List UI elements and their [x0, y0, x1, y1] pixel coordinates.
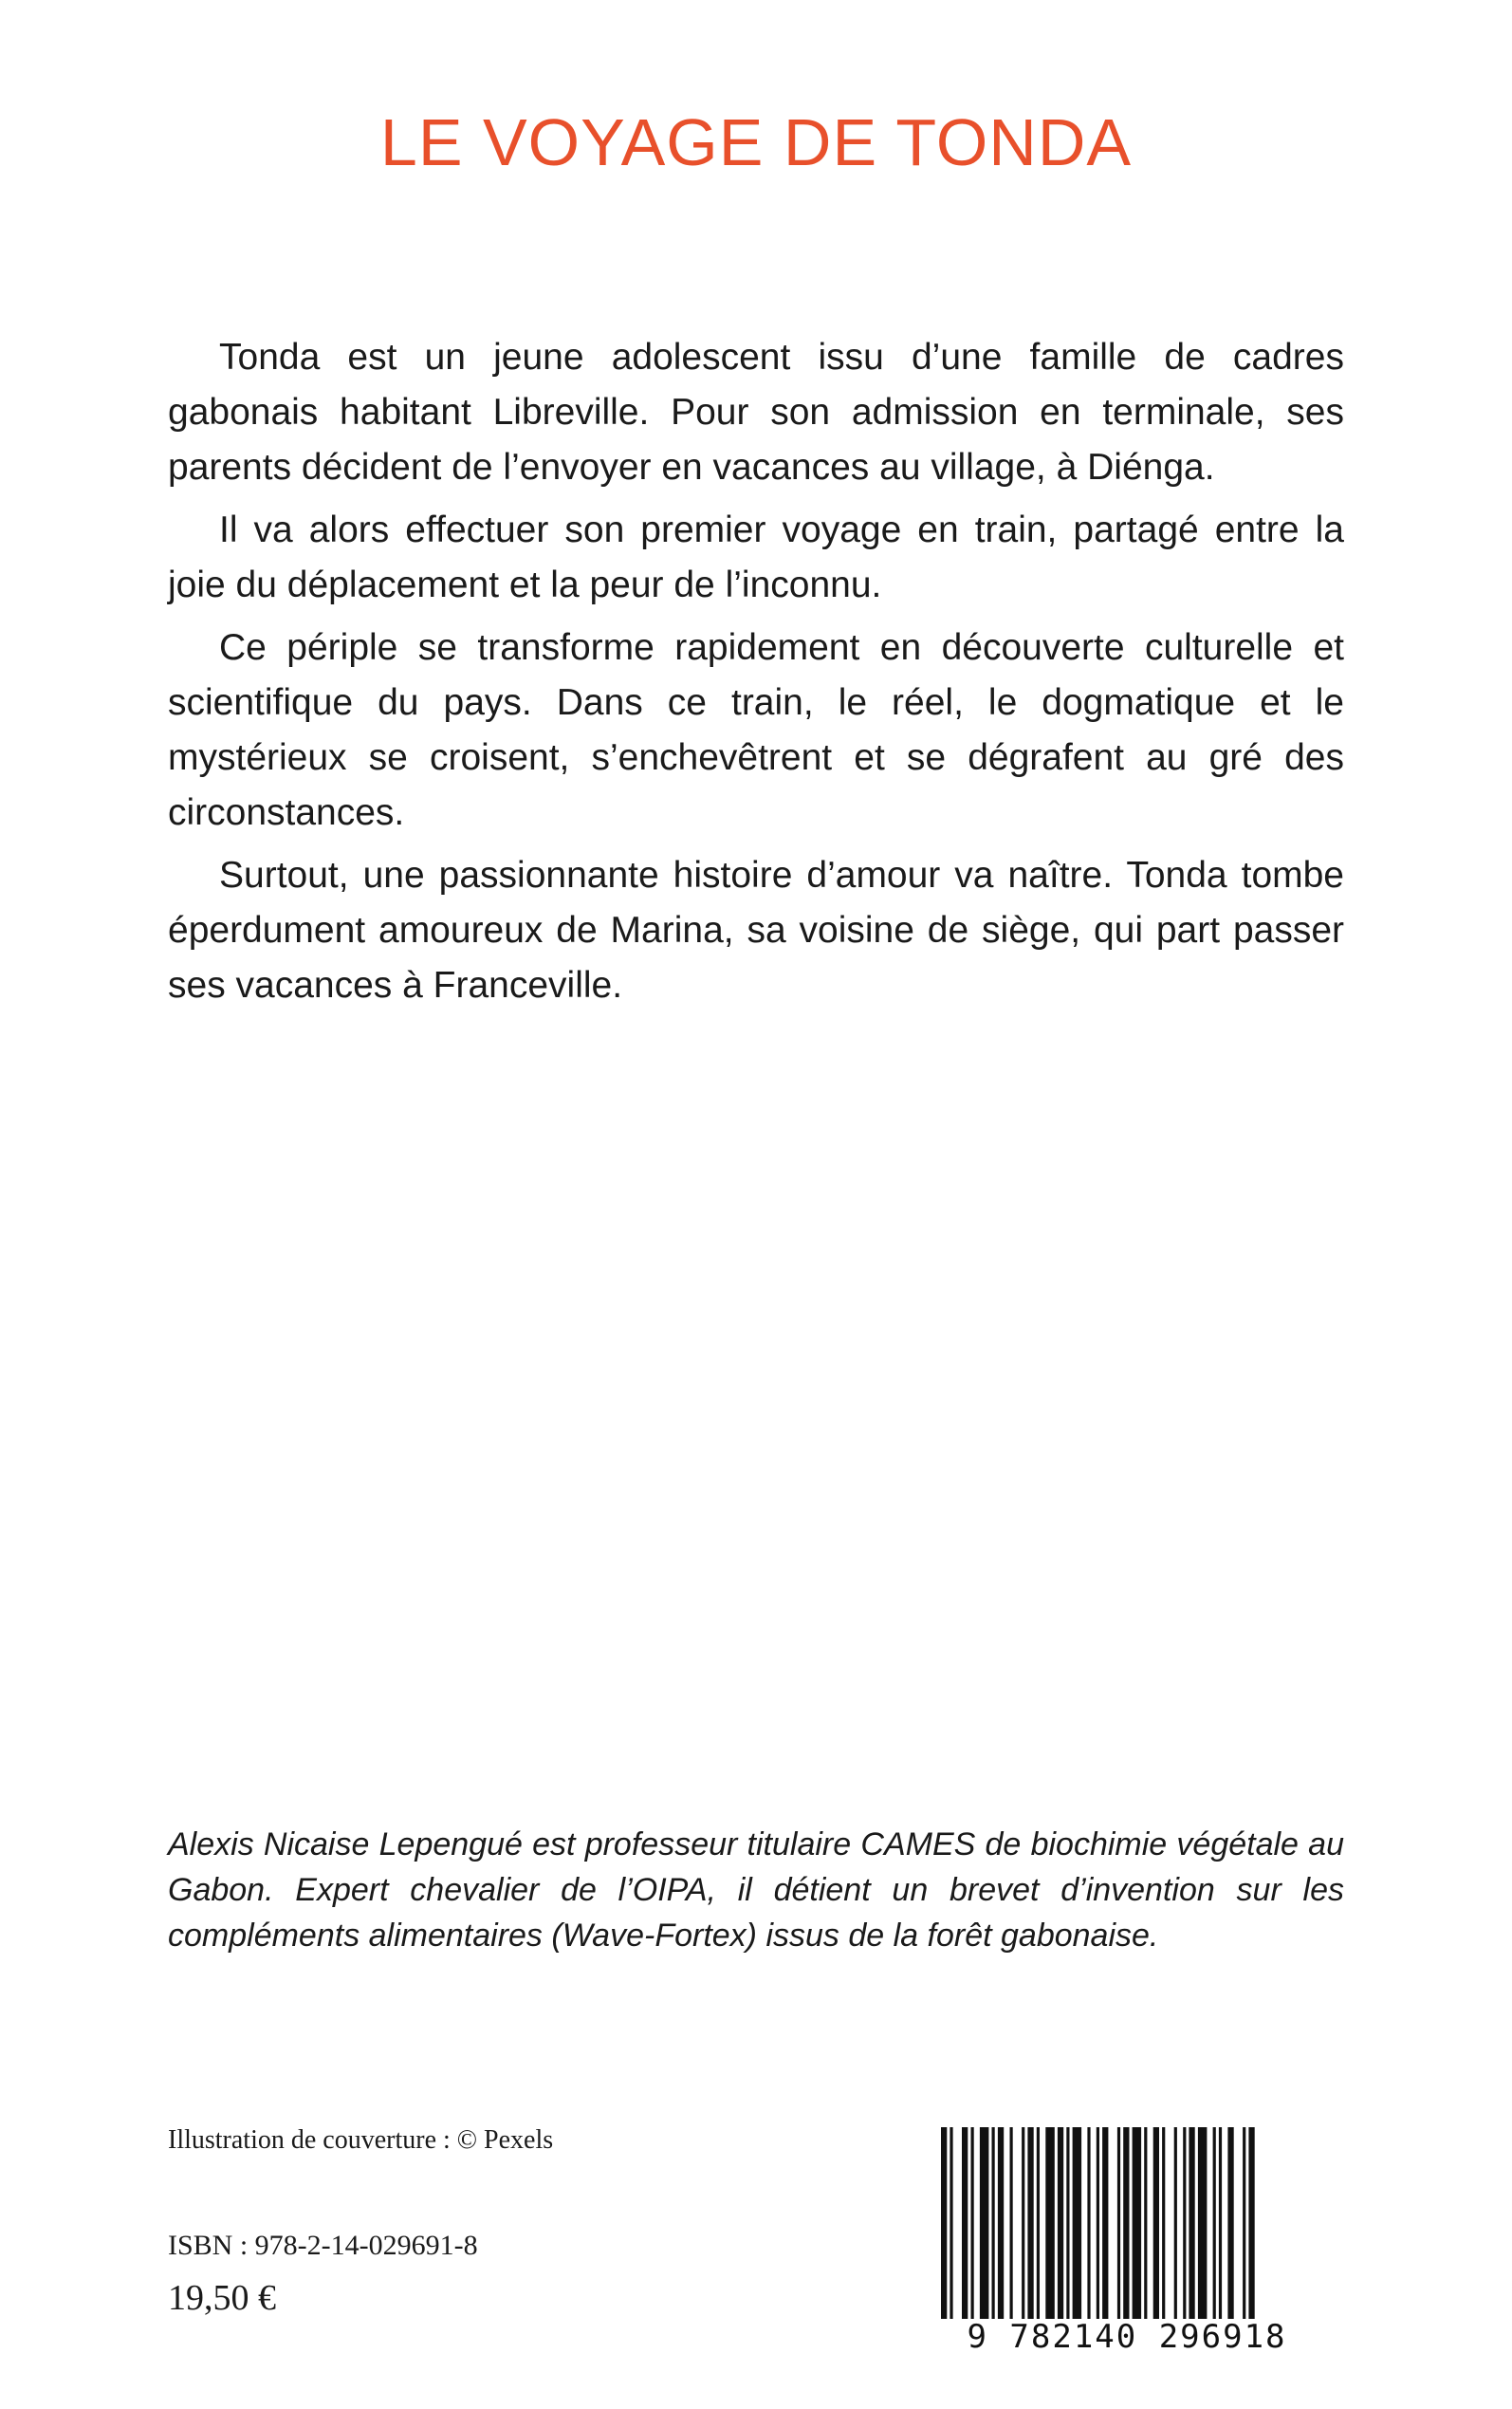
book-title: LE VOYAGE DE TONDA — [379, 105, 1133, 179]
isbn: ISBN : 978-2-14-029691-8 — [168, 2230, 478, 2261]
summary-paragraph: Il va alors effectuer son premier voyage en train, partagé entre la joie du déplacement et la peur de l’inconnu. — [168, 510, 1344, 605]
barcode — [913, 2127, 1341, 2355]
summary-paragraph: Surtout, une passionnante histoire d’amour va naître. Tonda tombe éperdument amoureux de Marina, sa voisine de siège, qui part passer ses vacances à Franceville. — [168, 855, 1344, 1006]
barcode-digits: 9 782140 296918 — [913, 2319, 1341, 2355]
book-summary — [168, 330, 1344, 1021]
author-bio: Alexis Nicaise Lepengué est professeur titulaire CAMES de biochimie végétale au Gabon. Expert chevalier de l’OIPA, il détient un brevet d’invention sur les compléments alimentaires (Wave-Fortex) issus de la forêt gabonaise. — [168, 1826, 1344, 1954]
price: 19,50 € — [168, 2278, 276, 2318]
summary-paragraph: Tonda est un jeune adolescent issu d’une famille de cadres gabonais habitant Libreville. Pour son admission en terminale, ses parents décident de l’envoyer en vacances au village, à Diénga. — [168, 337, 1344, 488]
cover-credits: Illustration de couverture : © Pexels — [168, 2125, 554, 2155]
summary-paragraph: Ce périple se transforme rapidement en découverte culturelle et scientifique du pays. Dans ce train, le réel, le dogmatique et le mystérieux se croisent, s’enchevêtrent et se dégrafent au gré des circonstances. — [168, 627, 1344, 833]
